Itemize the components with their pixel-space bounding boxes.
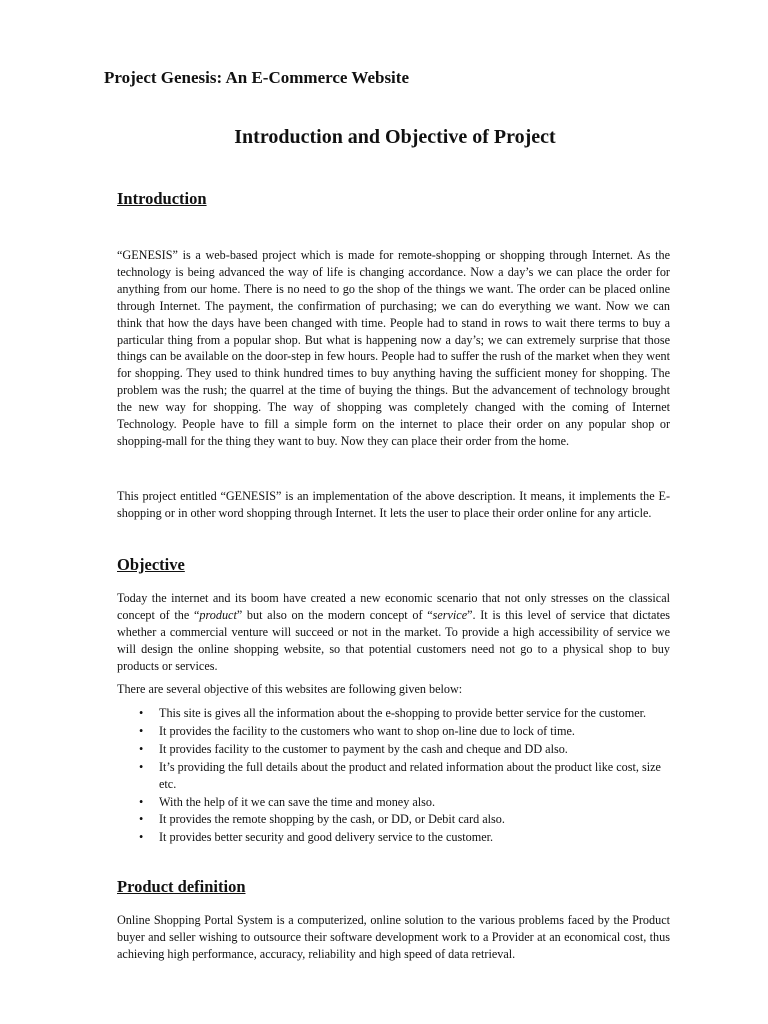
introduction-heading: Introduction (117, 189, 207, 208)
bullet-icon: • (139, 794, 144, 809)
bullet-icon: • (139, 706, 144, 720)
list-item-text: It provides better security and good delivery service to the customer. (159, 830, 494, 845)
objective-text-2: ” but also on the modern concept of “ (236, 607, 433, 622)
objective-text-1: Today the internet and its boom have created a new economic scenario that not only stresses on the classical concept of the “ (117, 591, 670, 622)
objective-text-3: ”. It is this level of service that dictates whether a commercial venture will succeed or not in the market. To provide a high accessibility of service we will design the online shopping website, so that potential customers need not go to a physical shop to buy products or services. (117, 607, 670, 673)
objective-heading: Objective (117, 555, 185, 574)
product-definition-heading: Product definition (117, 877, 246, 896)
list-item-text: With the help of it we can save the time and money also. (159, 794, 436, 809)
list-item-text: This site is gives all the information about the e-shopping to provide better service for the customer. (159, 706, 647, 720)
list-item (117, 811, 677, 828)
objective-paragraph-1 (117, 590, 670, 675)
bullet-icon: • (139, 741, 144, 756)
list-item (117, 723, 677, 740)
product-definition-paragraph: Online Shopping Portal System is a computerized, online solution to the various problems faced by the Product buyer and seller wishing to outsource their software development work to a Provider at an economical cost, thus achieving high performance, accuracy, reliability and high speed of data retrieval. (117, 913, 670, 961)
objective-bullet-list (117, 705, 677, 847)
list-item-text: It provides the remote shopping by the cash, or DD, or Debit card also. (159, 812, 505, 827)
list-item (117, 705, 677, 722)
objective-emphasis-product: product (199, 607, 237, 622)
bullet-icon: • (139, 759, 144, 774)
list-item (117, 829, 677, 846)
bullet-icon: • (139, 830, 144, 845)
objective-emphasis-service: service (432, 607, 468, 622)
document-title: Project Genesis: An E-Commerce Website (104, 68, 409, 87)
list-item-text: It provides the facility to the customers who want to shop on-line due to lock of time. (159, 723, 575, 738)
introduction-paragraph-1: “GENESIS” is a web-based project which is made for remote-shopping or shopping through Internet. As the technology is being advanced the way of life is changing accordance. Now a day’s we can place the order for anything from our home. There is no need to go the shop of the things we want. The order can be placed online through Internet. The payment, the confirmation of purchasing; we can do everything we want. Now we can think that how the days have been changed with time. People had to stand in rows to wait there terms to buy a particular thing from a popular shop. But what is happening now a day’s; we can extremely surprise that those things can be available on the door-step in few hours. People had to suffer the rush of the market when they went for shopping. They used to think hundred times to buy anything having the sufficient money for shopping. The problem was the rush; the quarrel at the time of buying the things. But the advancement of technology brought the new way for shopping. The way of shopping was completely changed with the coming of Internet Technology. People have to fill a simple form on the internet to place their order on any popular shop or shopping-mall for the thing they want to buy. Now they can place their order from the home. (117, 248, 670, 448)
objective-paragraph-2: There are several objective of this websites are following given below: (117, 682, 463, 696)
list-item-text: It’s providing the full details about the product and related information about the product like cost, size etc. (159, 759, 661, 791)
document-heading: Introduction and Objective of Project (234, 126, 556, 148)
list-item (117, 794, 677, 811)
bullet-icon: • (139, 723, 144, 738)
list-item (117, 759, 677, 793)
list-item-text: It provides facility to the customer to payment by the cash and cheque and DD also. (159, 741, 568, 756)
bullet-icon: • (139, 812, 144, 827)
list-item (117, 741, 677, 758)
introduction-paragraph-2: This project entitled “GENESIS” is an implementation of the above description. It means, it implements the E-shopping or in other word shopping through Internet. It lets the user to place their order online for any article. (117, 489, 670, 520)
